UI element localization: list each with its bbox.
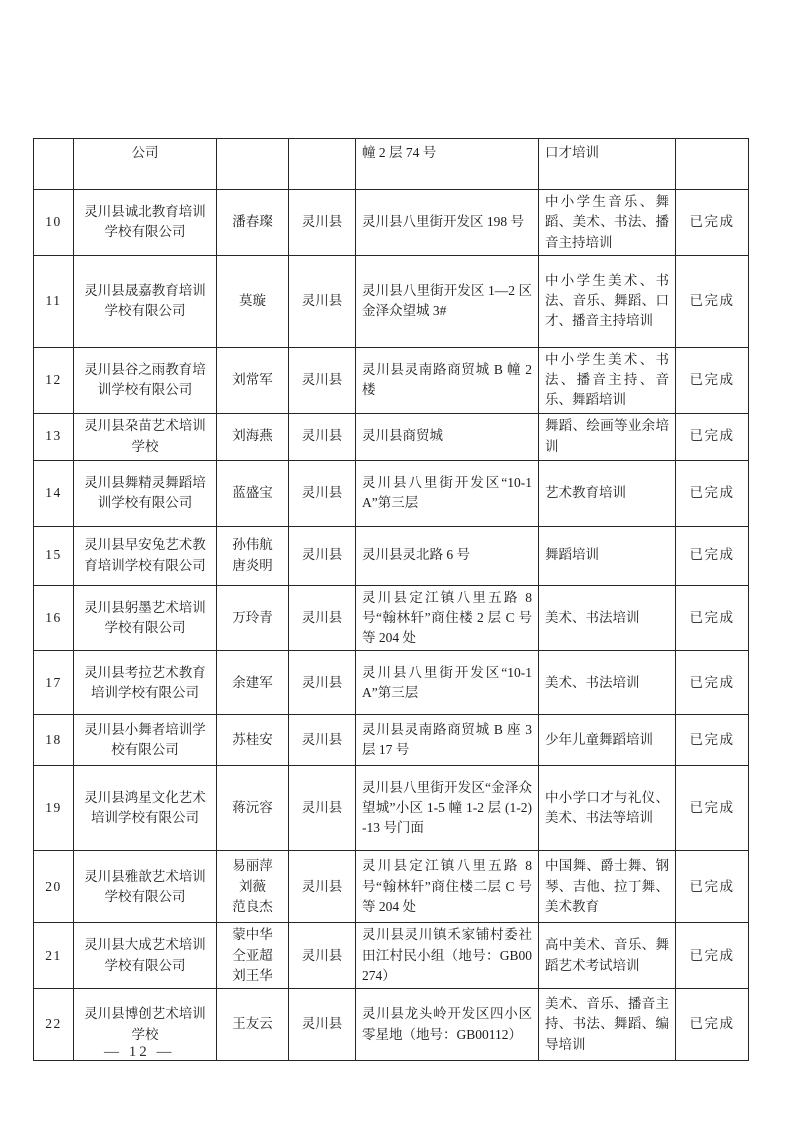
cell-status — [676, 139, 749, 190]
cell-index — [34, 139, 74, 190]
cell-index: 21 — [34, 923, 74, 989]
cell-county: 灵川县 — [289, 190, 356, 256]
cell-index: 22 — [34, 989, 74, 1061]
table-row — [34, 851, 749, 923]
cell-school-name: 灵川县大成艺术培训学校有限公司 — [74, 923, 217, 989]
page-number: — 12 — — [104, 1044, 175, 1060]
cell-address: 幢 2 层 74 号 — [356, 139, 539, 190]
cell-school-name: 灵川县小舞者培训学校有限公司 — [74, 715, 217, 766]
cell-index: 13 — [34, 413, 74, 460]
table-row — [34, 923, 749, 989]
cell-address: 灵川县龙头岭开发区四小区零星地（地号：GB00112） — [356, 989, 539, 1061]
cell-school-name: 灵川县谷之雨教育培训学校有限公司 — [74, 347, 217, 413]
cell-status: 已完成 — [676, 651, 749, 715]
cell-training-content: 美术、书法培训 — [539, 651, 676, 715]
cell-status: 已完成 — [676, 190, 749, 256]
cell-address: 灵川县八里街开发区“10-1A”第三层 — [356, 651, 539, 715]
cell-county: 灵川县 — [289, 651, 356, 715]
cell-county: 灵川县 — [289, 460, 356, 526]
cell-person-names: 蒙中华 仝亚超 刘王华 — [217, 923, 289, 989]
cell-person-names: 潘春璨 — [217, 190, 289, 256]
cell-training-content: 舞蹈培训 — [539, 526, 676, 585]
cell-training-content: 少年儿童舞蹈培训 — [539, 715, 676, 766]
cell-address: 灵川县八里街开发区“金泽众望城”小区 1-5 幢 1-2 层 (1-2)-13 号门面 — [356, 766, 539, 851]
cell-training-content: 高中美术、音乐、舞蹈艺术考试培训 — [539, 923, 676, 989]
cell-county: 灵川县 — [289, 989, 356, 1061]
cell-school-name: 灵川县躬墨艺术培训学校有限公司 — [74, 585, 217, 651]
cell-address: 灵川县灵南路商贸城 B 座 3 层 17 号 — [356, 715, 539, 766]
cell-status: 已完成 — [676, 526, 749, 585]
table-row — [34, 460, 749, 526]
cell-index: 19 — [34, 766, 74, 851]
cell-status: 已完成 — [676, 923, 749, 989]
cell-status: 已完成 — [676, 715, 749, 766]
cell-person-names — [217, 139, 289, 190]
table-row — [34, 766, 749, 851]
cell-index: 18 — [34, 715, 74, 766]
cell-index: 10 — [34, 190, 74, 256]
cell-school-name: 灵川县诚北教育培训学校有限公司 — [74, 190, 217, 256]
cell-training-content: 美术、书法培训 — [539, 585, 676, 651]
cell-status: 已完成 — [676, 460, 749, 526]
cell-school-name: 灵川县舞精灵舞蹈培训学校有限公司 — [74, 460, 217, 526]
cell-training-content: 艺术教育培训 — [539, 460, 676, 526]
cell-address: 灵川县定江镇八里五路 8 号“翰林轩”商住楼二层 C 号等 204 处 — [356, 851, 539, 923]
cell-training-content: 中小学生音乐、舞蹈、美术、书法、播音主持培训 — [539, 190, 676, 256]
cell-status: 已完成 — [676, 989, 749, 1061]
table-row — [34, 255, 749, 347]
cell-school-name: 灵川县考拉艺术教育培训学校有限公司 — [74, 651, 217, 715]
cell-status: 已完成 — [676, 413, 749, 460]
cell-county: 灵川县 — [289, 413, 356, 460]
cell-index: 14 — [34, 460, 74, 526]
table-row — [34, 715, 749, 766]
cell-school-name: 公司 — [74, 139, 217, 190]
cell-county: 灵川县 — [289, 715, 356, 766]
cell-status: 已完成 — [676, 255, 749, 347]
cell-county: 灵川县 — [289, 255, 356, 347]
cell-school-name: 灵川县博创艺术培训学校 — [74, 989, 217, 1061]
cell-person-names: 蓝盛宝 — [217, 460, 289, 526]
cell-training-content: 中小学生美术、书法、音乐、舞蹈、口才、播音主持培训 — [539, 255, 676, 347]
cell-training-content: 中小学口才与礼仪、美术、书法等培训 — [539, 766, 676, 851]
cell-status: 已完成 — [676, 585, 749, 651]
cell-index: 15 — [34, 526, 74, 585]
cell-index: 16 — [34, 585, 74, 651]
cell-address: 灵川县灵南路商贸城 B 幢 2 楼 — [356, 347, 539, 413]
cell-person-names: 万玲青 — [217, 585, 289, 651]
cell-county: 灵川县 — [289, 347, 356, 413]
cell-school-name: 灵川县早安兔艺术教育培训学校有限公司 — [74, 526, 217, 585]
table-row — [34, 413, 749, 460]
cell-address: 灵川县定江镇八里五路 8 号“翰林轩”商住楼 2 层 C 号等 204 处 — [356, 585, 539, 651]
cell-county — [289, 139, 356, 190]
cell-school-name: 灵川县晟嘉教育培训学校有限公司 — [74, 255, 217, 347]
cell-school-name: 灵川县雅歆艺术培训学校有限公司 — [74, 851, 217, 923]
cell-address: 灵川县八里街开发区 198 号 — [356, 190, 539, 256]
cell-training-content: 美术、音乐、播音主持、书法、舞蹈、编导培训 — [539, 989, 676, 1061]
cell-county: 灵川县 — [289, 923, 356, 989]
cell-status: 已完成 — [676, 766, 749, 851]
cell-status: 已完成 — [676, 347, 749, 413]
cell-person-names: 余建军 — [217, 651, 289, 715]
table-row — [34, 190, 749, 256]
cell-training-content: 口才培训 — [539, 139, 676, 190]
cell-address: 灵川县灵北路 6 号 — [356, 526, 539, 585]
cell-county: 灵川县 — [289, 585, 356, 651]
cell-address: 灵川县八里街开发区“10-1A”第三层 — [356, 460, 539, 526]
cell-training-content: 中小学生美术、书法、播音主持、音乐、舞蹈培训 — [539, 347, 676, 413]
cell-index: 20 — [34, 851, 74, 923]
cell-address: 灵川县商贸城 — [356, 413, 539, 460]
cell-training-content: 中国舞、爵士舞、钢琴、吉他、拉丁舞、美术教育 — [539, 851, 676, 923]
cell-county: 灵川县 — [289, 526, 356, 585]
cell-index: 12 — [34, 347, 74, 413]
table-row — [34, 585, 749, 651]
cell-person-names: 刘常军 — [217, 347, 289, 413]
cell-address: 灵川县八里街开发区 1—2 区金泽众望城 3# — [356, 255, 539, 347]
cell-person-names: 蒋沅容 — [217, 766, 289, 851]
cell-county: 灵川县 — [289, 766, 356, 851]
cell-person-names: 莫璇 — [217, 255, 289, 347]
table-row — [34, 347, 749, 413]
table-row — [34, 651, 749, 715]
table-row — [34, 526, 749, 585]
training-schools-table — [33, 138, 749, 1061]
cell-person-names: 刘海燕 — [217, 413, 289, 460]
cell-person-names: 王友云 — [217, 989, 289, 1061]
cell-address: 灵川县灵川镇禾家铺村委社田江村民小组（地号：GB00274） — [356, 923, 539, 989]
cell-person-names: 孙伟航 唐炎明 — [217, 526, 289, 585]
cell-school-name: 灵川县鸿星文化艺术培训学校有限公司 — [74, 766, 217, 851]
cell-index: 17 — [34, 651, 74, 715]
cell-school-name: 灵川县朶苗艺术培训学校 — [74, 413, 217, 460]
cell-training-content: 舞蹈、绘画等业余培训 — [539, 413, 676, 460]
cell-index: 11 — [34, 255, 74, 347]
cell-person-names: 易丽萍 刘薇 范良杰 — [217, 851, 289, 923]
cell-person-names: 苏桂安 — [217, 715, 289, 766]
cell-status: 已完成 — [676, 851, 749, 923]
table-row — [34, 139, 749, 190]
cell-county: 灵川县 — [289, 851, 356, 923]
